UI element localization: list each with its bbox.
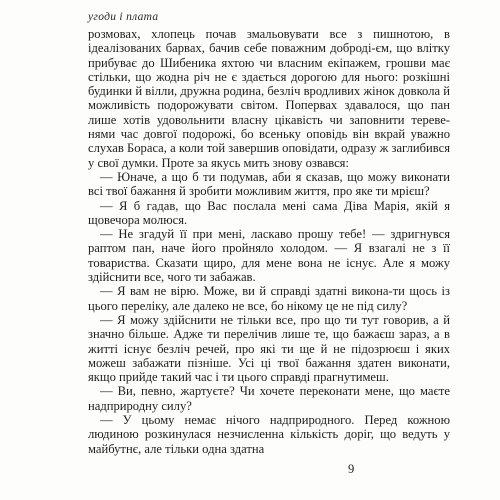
page-number: 9 (348, 462, 355, 476)
paragraph: — Юначе, а що б ти подумав, аби я сказав, що можу виконати всі твої бажання й зробити можливим життя, про яке ти мрієш? (88, 169, 450, 199)
paragraph: — У цьому немає нічого надприродного. Перед кожною людиною розкинулася незчисленна кількість доріг, що ведуть у майбутнє, але тільки одна здатна (88, 413, 450, 456)
paragraph: — Я б гадав, що Вас послала мені сама Діва Марія, якій я щовечора молюся. (88, 198, 450, 227)
paragraph: — Не згадуй її при мені, ласкаво прошу тебе! — здригнувся раптом пан, наче його пройняло холодом. — Я взагалі не з її товариства. Сказати щиро, для мене вона не існує. Але я можу здійснити все, чого ти забажав. (88, 227, 450, 285)
paragraph: — Ви, певно, жартуєте? Чи хочете переконати мене, що маєте надприродну силу? (88, 384, 450, 413)
paragraph: розмовах, хлопець почав змальовувати все з пишнотою, в ідеалізованих барвах, бачив себе поважним доброді-єм, що влітку прибуває до Шибеника яхтою чи власним екіпажем, грошви має стільки, що жодна річ не є здається дорогою для нього: розкішні будинки й вілли, дружна родина, безліч вродливих жінок довкола й можливість подорожувати світом. Поперваx здавалося, що пан лише хотів удовольнити власну цікавість чи заповнити тереве-нями час довгої подорожі, бо всеньку оповідь він вкрай уважно слухав Бораса, а коли той завершив оповідати, одразу ж заглибився у свої думки. Проте за якусь мить знову озвався: (88, 27, 450, 170)
paragraph: — Я вам не вірю. Може, ви й справді здатні викона-ти щось із цього переліку, але далеко не все, бо нікому це не під силу? (88, 284, 450, 313)
body-text (88, 27, 450, 456)
running-head: угоди і плата (88, 11, 159, 23)
paragraph: — Я можу здійснити не тільки все, про що ти тут говорив, а й значно більше. Адже ти перелічив лише те, що бажаєш зараз, а в житті існує безліч речей, про які ти ще й не підозрюєш і яких можеш забажати пізніше. Усі ці твої бажання здатен виконати, якщо прийде такий час і ти цього справді прагнутимеш. (88, 312, 450, 385)
